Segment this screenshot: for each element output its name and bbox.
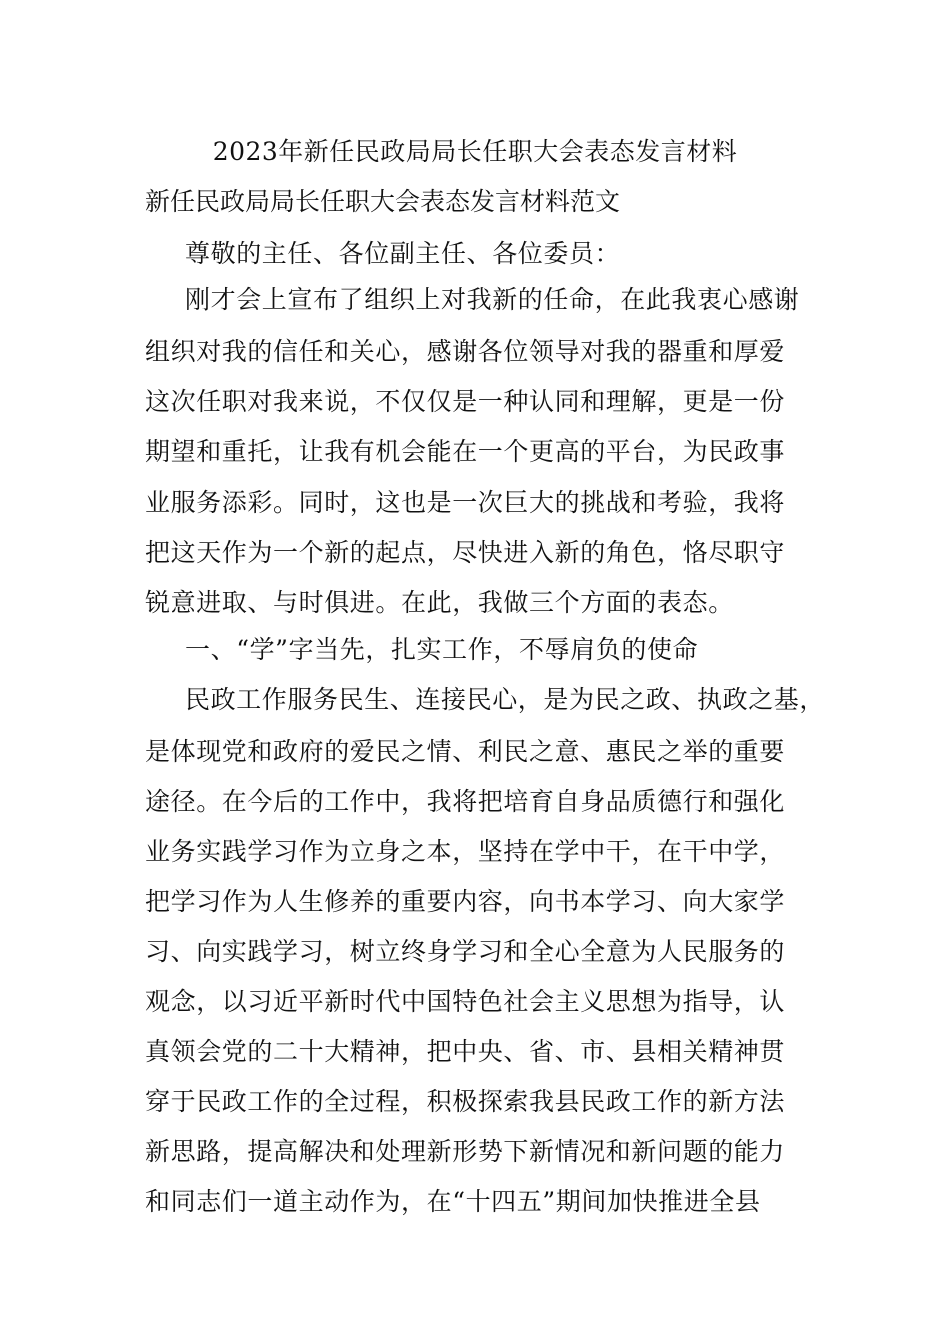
paragraph-line: 业务实践学习作为立身之本，坚持在学中干，在干中学， xyxy=(145,837,786,866)
paragraph-line: 真领会党的二十大精神，把中央、省、市、县相关精神贯 xyxy=(145,1037,786,1066)
document-title: 2023年新任民政局局长任职大会表态发言材料 xyxy=(212,137,738,166)
section-heading: 一、“学”字当先，扎实工作，不辱肩负的使命 xyxy=(185,635,699,664)
paragraph-line: 把这天作为一个新的起点，尽快进入新的角色，恪尽职守 xyxy=(145,538,786,567)
paragraph-line: 穿于民政工作的全过程，积极探索我县民政工作的新方法 xyxy=(145,1087,786,1116)
paragraph-line: 民政工作服务民生、连接民心，是为民之政、执政之基， xyxy=(185,685,826,714)
document-subtitle: 新任民政局局长任职大会表态发言材料范文 xyxy=(145,187,621,216)
paragraph-line: 和同志们一道主动作为，在“十四五”期间加快推进全县 xyxy=(145,1187,761,1216)
salutation-line: 尊敬的主任、各位副主任、各位委员： xyxy=(185,239,621,268)
paragraph-line: 观念，以习近平新时代中国特色社会主义思想为指导，认 xyxy=(145,987,786,1016)
paragraph-line: 锐意进取、与时俱进。在此，我做三个方面的表态。 xyxy=(145,588,734,617)
paragraph-line: 刚才会上宣布了组织上对我新的任命，在此我衷心感谢 xyxy=(185,285,800,314)
paragraph-line: 期望和重托，让我有机会能在一个更高的平台，为民政事 xyxy=(145,437,786,466)
paragraph-line: 把学习作为人生修养的重要内容，向书本学习、向大家学 xyxy=(145,887,786,916)
paragraph-line: 这次任职对我来说，不仅仅是一种认同和理解，更是一份 xyxy=(145,387,786,416)
paragraph-line: 习、向实践学习，树立终身学习和全心全意为人民服务的 xyxy=(145,937,786,966)
paragraph-line: 新思路，提高解决和处理新形势下新情况和新问题的能力 xyxy=(145,1137,786,1166)
paragraph-line: 是体现党和政府的爱民之情、利民之意、惠民之举的重要 xyxy=(145,737,786,766)
paragraph-line: 途径。在今后的工作中，我将把培育自身品质德行和强化 xyxy=(145,787,786,816)
paragraph-line: 业服务添彩。同时，这也是一次巨大的挑战和考验，我将 xyxy=(145,488,786,517)
paragraph-line: 组织对我的信任和关心，感谢各位领导对我的器重和厚爱 xyxy=(145,337,786,366)
